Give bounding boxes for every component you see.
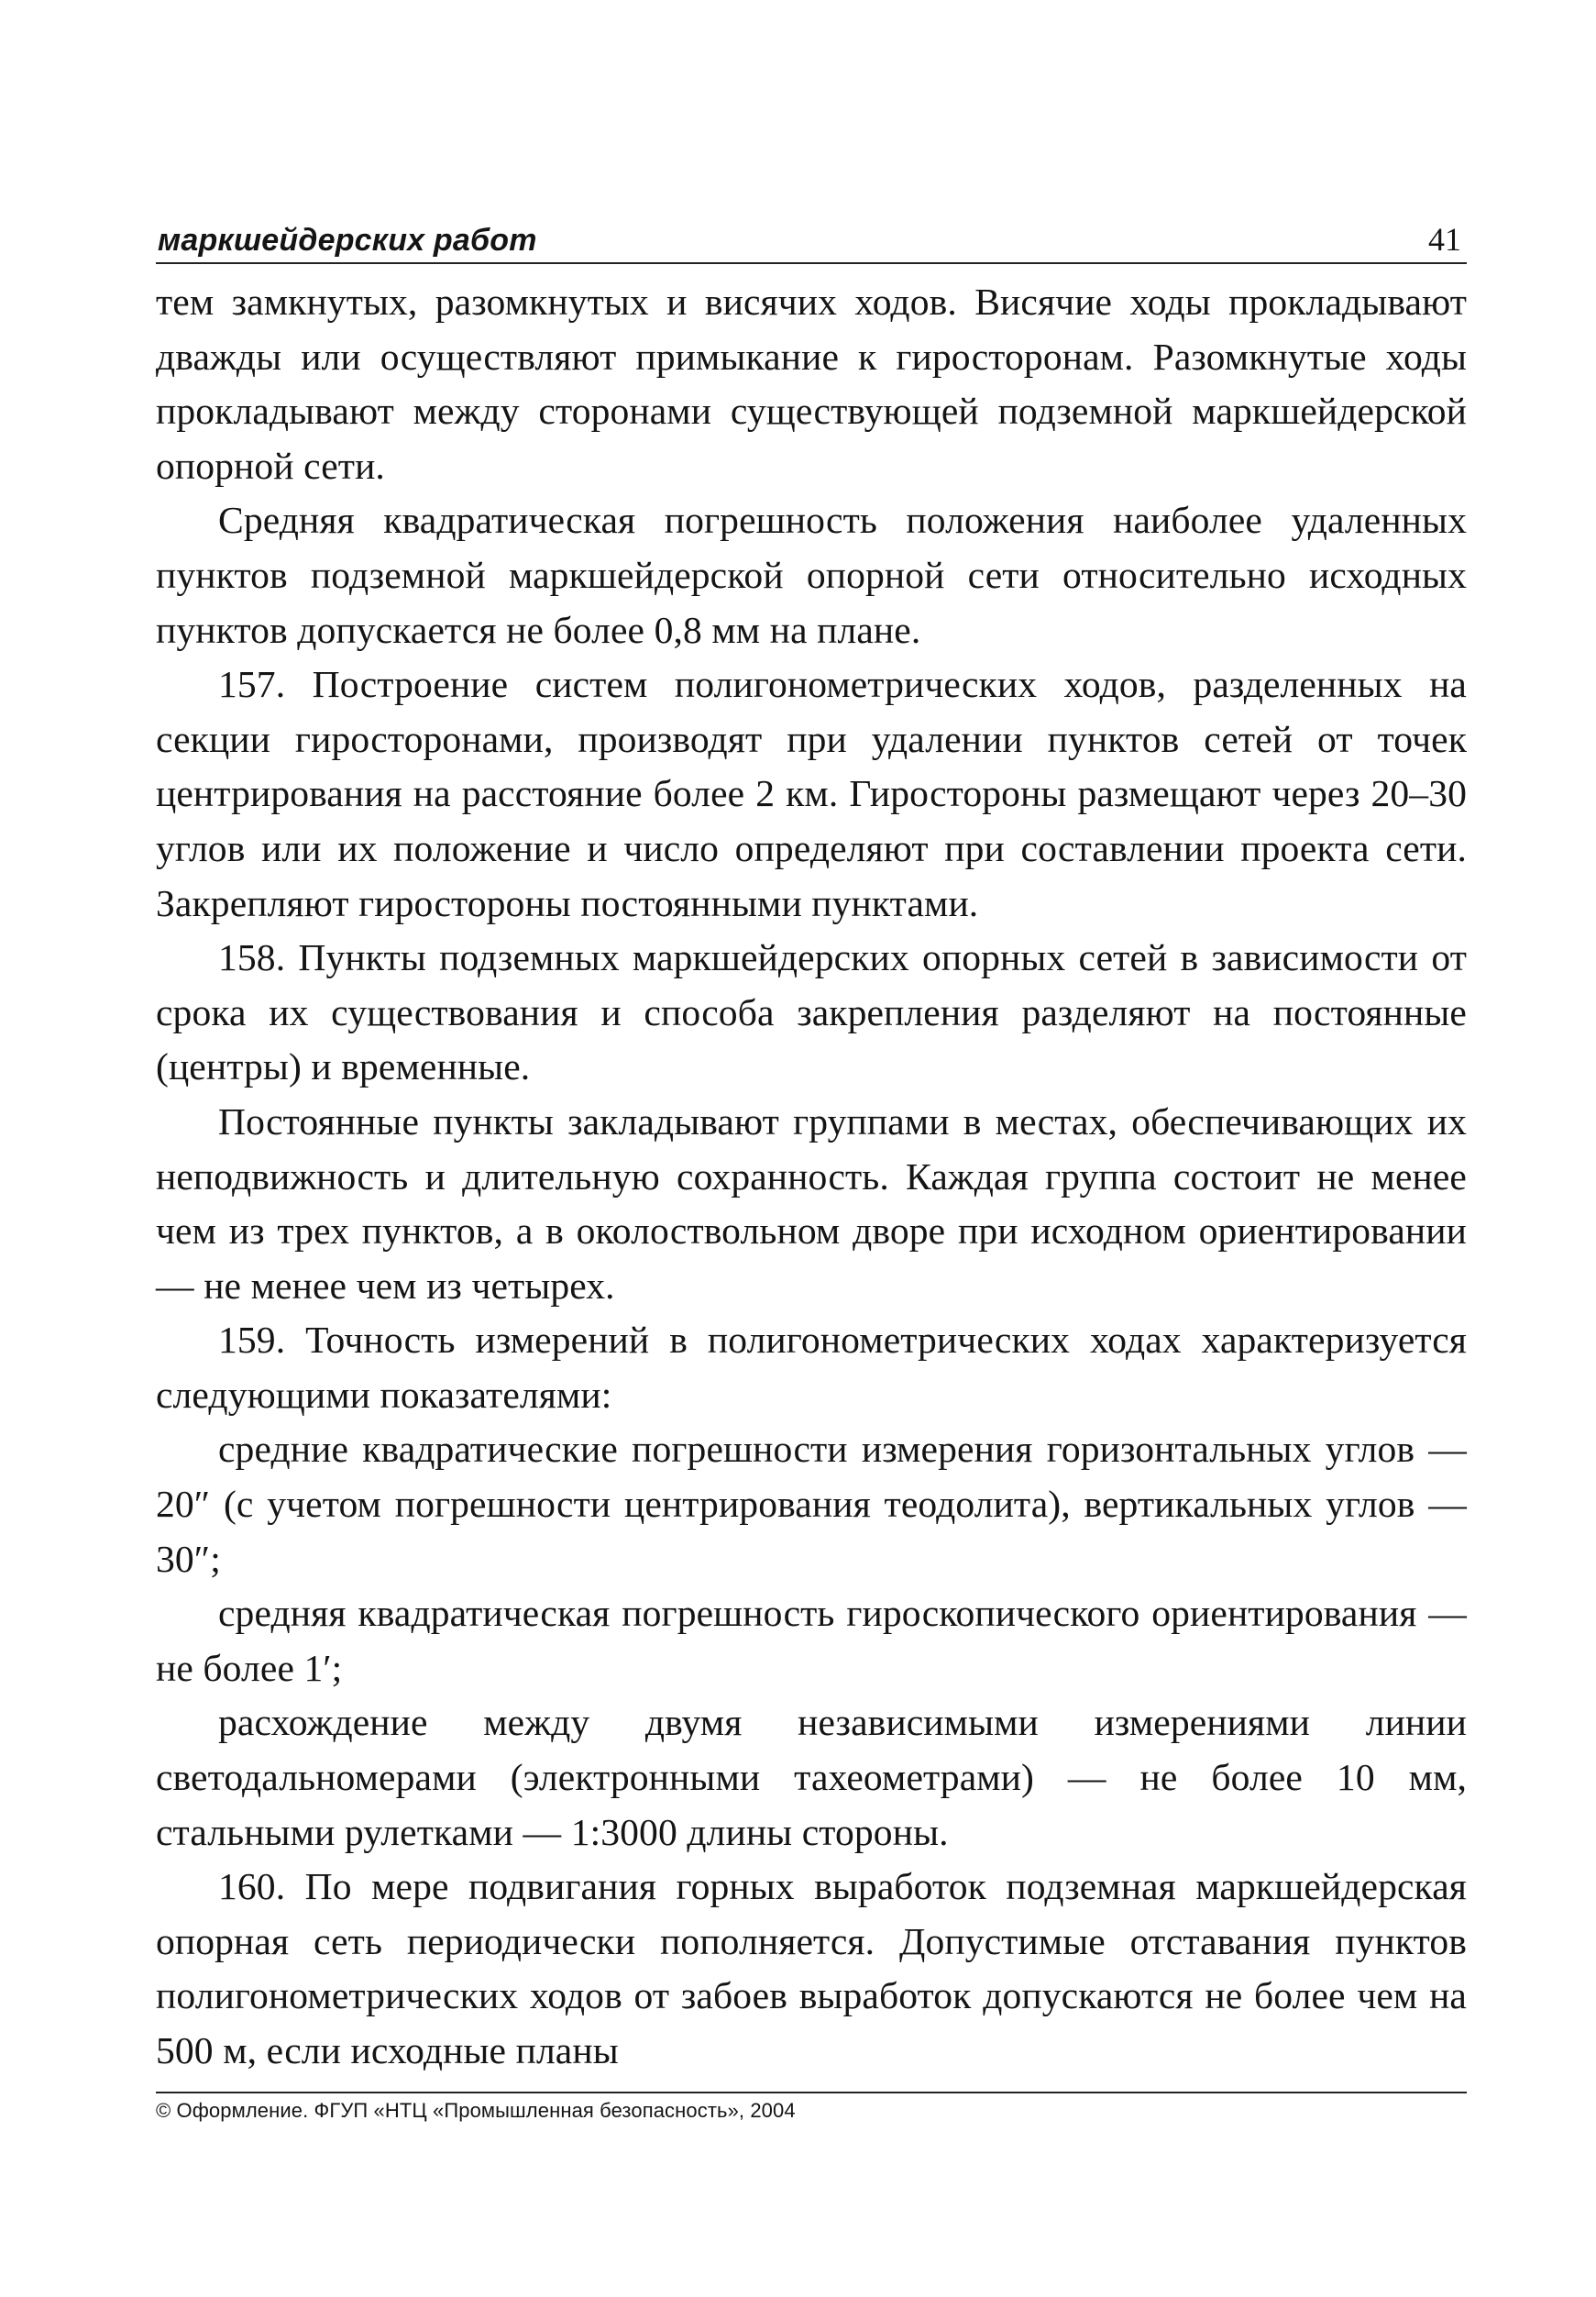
page-number: 41 <box>1428 221 1461 258</box>
list-item-gyro-orientation: средняя квадратическая погрешность гироскопического ориентирования — не более 1′; <box>156 1592 1467 1689</box>
paragraph-error-tolerance: Средняя квадратическая погрешность положения наиболее удаленных пунктов подземной маркшейдерской опорной сети относительно исходных пунктов допускается не более 0,8 мм на плане. <box>156 499 1467 651</box>
book-page <box>156 218 1467 2123</box>
running-title: маркшейдерских работ <box>158 223 537 258</box>
paragraph-158: 158. Пункты подземных маркшейдерских опорных сетей в зависимости от срока их существования и способа закрепления разделяют на постоянные (центры) и временные. <box>156 936 1467 1088</box>
page-body <box>156 275 1467 2079</box>
paragraph-157: 157. Построение систем полигонометрических ходов, разделенных на секции гиросторонами, производят при удалении пунктов сетей от точек центрирования на расстояние более 2 км. Гиростороны размещают через 20–30 углов или их положение и число определяют при составлении проекта сети. Закрепляют гиростороны постоянными пунктами. <box>156 663 1467 924</box>
paragraph-159: 159. Точность измерений в полигонометрических ходах характеризуется следующими показателями: <box>156 1319 1467 1416</box>
running-header <box>156 218 1467 264</box>
list-item-angle-errors: средние квадратические погрешности измерения горизонтальных углов — 20″ (с учетом погрешности центрирования теодолита), вертикальных углов — 30″; <box>156 1428 1467 1580</box>
list-item-distance-measurement: расхождение между двумя независимыми измерениями линии светодальномерами (электронными тахеометрами) — не более 10 мм, стальными рулетками — 1:3000 длины стороны. <box>156 1701 1467 1853</box>
paragraph-permanent-points: Постоянные пункты закладывают группами в местах, обеспечивающих их неподвижность и длительную сохранность. Каждая группа состоит не менее чем из трех пунктов, а в околоствольном дворе при исходном ориентировании — не менее чем из четырех. <box>156 1099 1467 1307</box>
copyright-footer: © Оформление. ФГУП «НТЦ «Промышленная безопасность», 2004 <box>156 2092 1467 2123</box>
paragraph-160: 160. По мере подвигания горных выработок подземная маркшейдерская опорная сеть периодически пополняется. Допустимые отставания пунктов полигонометрических ходов от забоев выработок допускаются не более чем на 500 м, если исходные планы <box>156 1865 1467 2071</box>
paragraph-continuation: тем замкнутых, разомкнутых и висячих ходов. Висячие ходы прокладывают дважды или осуществляют примыкание к гиросторонам. Разомкнутые ходы прокладывают между сторонами существующей подземной маркшейдерской опорной сети. <box>156 281 1467 487</box>
